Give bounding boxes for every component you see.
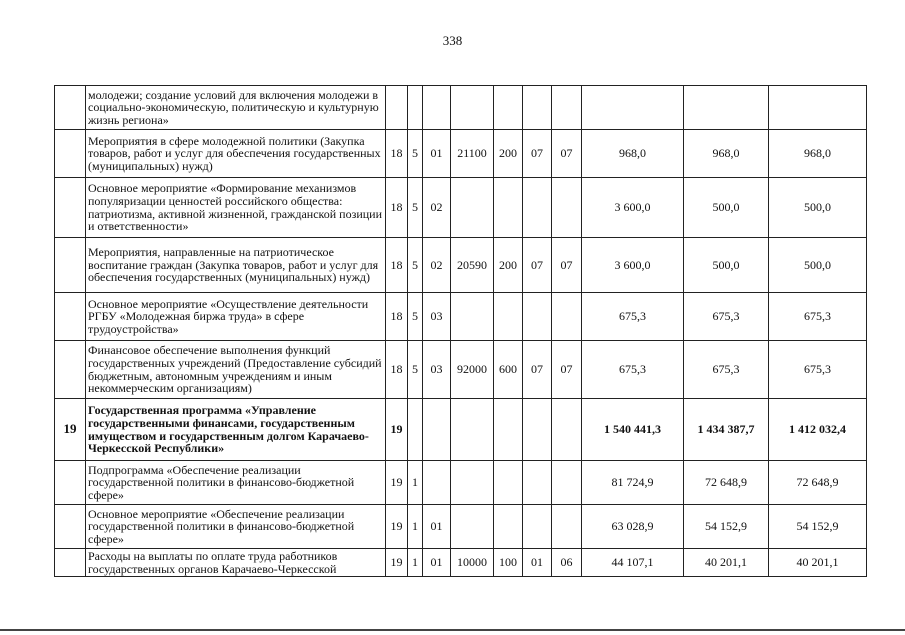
cell-me: 01 — [423, 549, 451, 577]
cell-vr — [494, 86, 523, 130]
cell-dir: 10000 — [451, 549, 494, 577]
table-row — [55, 461, 867, 505]
cell-num: 19 — [55, 399, 86, 461]
cell-rz: 07 — [523, 238, 552, 293]
cell-gp: 18 — [386, 130, 408, 178]
cell-dir — [451, 86, 494, 130]
cell-pr: 07 — [552, 130, 582, 178]
cell-y3: 500,0 — [769, 178, 867, 238]
cell-dir — [451, 399, 494, 461]
cell-num — [55, 86, 86, 130]
cell-y3: 675,3 — [769, 293, 867, 341]
cell-pr: 06 — [552, 549, 582, 577]
cell-rz — [523, 461, 552, 505]
cell-num — [55, 178, 86, 238]
cell-pr: 07 — [552, 341, 582, 399]
table-row — [55, 505, 867, 549]
cell-sp: 5 — [408, 130, 423, 178]
cell-y1: 968,0 — [582, 130, 684, 178]
cell-rz — [523, 399, 552, 461]
cell-y2: 40 201,1 — [684, 549, 769, 577]
table-row — [55, 238, 867, 293]
cell-gp — [386, 86, 408, 130]
cell-y1: 63 028,9 — [582, 505, 684, 549]
page-number: 338 — [442, 33, 463, 48]
cell-y3: 675,3 — [769, 341, 867, 399]
cell-gp: 18 — [386, 341, 408, 399]
cell-dir: 92000 — [451, 341, 494, 399]
cell-vr — [494, 505, 523, 549]
cell-dir — [451, 293, 494, 341]
cell-rz — [523, 505, 552, 549]
cell-y2: 500,0 — [684, 238, 769, 293]
cell-y3: 1 412 032,4 — [769, 399, 867, 461]
cell-name: Основное мероприятие «Формирование механизмов популяризации ценностей российского общества: патриотизма, активной жизненной, гражданской позиции и ответственности» — [86, 178, 386, 238]
cell-vr: 200 — [494, 238, 523, 293]
cell-y2: 1 434 387,7 — [684, 399, 769, 461]
cell-name: молодежи; создание условий для включения молодежи в социально-экономическую, политическую и культурную жизнь региона» — [86, 86, 386, 130]
cell-dir — [451, 505, 494, 549]
cell-y1: 3 600,0 — [582, 238, 684, 293]
cell-name: Мероприятия, направленные на патриотическое воспитание граждан (Закупка товаров, работ и услуг для обеспечения государственных (муниципальных) нужд) — [86, 238, 386, 293]
cell-gp: 18 — [386, 178, 408, 238]
table-row — [55, 549, 867, 577]
cell-name: Расходы на выплаты по оплате труда работников государственных органов Карачаево-Черкесской — [86, 549, 386, 577]
cell-rz — [523, 293, 552, 341]
cell-dir: 21100 — [451, 130, 494, 178]
budget-table — [54, 85, 867, 577]
cell-rz: 07 — [523, 130, 552, 178]
cell-pr: 07 — [552, 238, 582, 293]
cell-sp: 5 — [408, 178, 423, 238]
cell-y2: 968,0 — [684, 130, 769, 178]
cell-pr — [552, 461, 582, 505]
cell-num — [55, 461, 86, 505]
cell-name: Подпрограмма «Обеспечение реализации государственной политики в финансово-бюджетной сфере» — [86, 461, 386, 505]
cell-name: Финансовое обеспечение выполнения функций государственных учреждений (Предоставление субсидий бюджетным, автономным учреждениям и иным некоммерческим организациям) — [86, 341, 386, 399]
cell-y3: 500,0 — [769, 238, 867, 293]
cell-y3: 72 648,9 — [769, 461, 867, 505]
cell-sp: 1 — [408, 549, 423, 577]
cell-me: 01 — [423, 505, 451, 549]
cell-me: 02 — [423, 238, 451, 293]
cell-sp: 5 — [408, 293, 423, 341]
cell-num — [55, 505, 86, 549]
cell-name: Основное мероприятие «Осуществление деятельности РГБУ «Молодежная биржа труда» в сфере трудоустройства» — [86, 293, 386, 341]
cell-num — [55, 341, 86, 399]
cell-y2: 72 648,9 — [684, 461, 769, 505]
cell-y1: 1 540 441,3 — [582, 399, 684, 461]
cell-me: 01 — [423, 130, 451, 178]
cell-gp: 19 — [386, 549, 408, 577]
cell-pr — [552, 505, 582, 549]
cell-y1: 3 600,0 — [582, 178, 684, 238]
cell-me — [423, 86, 451, 130]
cell-vr — [494, 293, 523, 341]
table-row — [55, 178, 867, 238]
table-body — [55, 86, 867, 577]
cell-gp: 19 — [386, 461, 408, 505]
cell-vr: 600 — [494, 341, 523, 399]
cell-y2 — [684, 86, 769, 130]
cell-num — [55, 130, 86, 178]
cell-y2: 675,3 — [684, 293, 769, 341]
cell-y1: 675,3 — [582, 341, 684, 399]
cell-rz — [523, 178, 552, 238]
cell-name: Основное мероприятие «Обеспечение реализации государственной политики в финансово-бюджетной сфере» — [86, 505, 386, 549]
cell-num — [55, 238, 86, 293]
cell-vr — [494, 461, 523, 505]
cell-y1: 44 107,1 — [582, 549, 684, 577]
table-row — [55, 399, 867, 461]
cell-rz — [523, 86, 552, 130]
cell-y1: 81 724,9 — [582, 461, 684, 505]
cell-gp: 18 — [386, 238, 408, 293]
cell-pr — [552, 399, 582, 461]
cell-y2: 54 152,9 — [684, 505, 769, 549]
cell-pr — [552, 178, 582, 238]
cell-y1 — [582, 86, 684, 130]
cell-vr — [494, 399, 523, 461]
cell-me: 03 — [423, 341, 451, 399]
cell-sp: 1 — [408, 505, 423, 549]
table-row — [55, 293, 867, 341]
cell-dir: 20590 — [451, 238, 494, 293]
cell-y3: 968,0 — [769, 130, 867, 178]
cell-me: 03 — [423, 293, 451, 341]
cell-pr — [552, 293, 582, 341]
cell-name: Государственная программа «Управление государственными финансами, государственным имуществом и государственным долгом Карачаево-Черкесской Республики» — [86, 399, 386, 461]
cell-me — [423, 461, 451, 505]
cell-rz: 07 — [523, 341, 552, 399]
cell-dir — [451, 461, 494, 505]
cell-vr: 100 — [494, 549, 523, 577]
table-row — [55, 86, 867, 130]
cell-sp: 5 — [408, 341, 423, 399]
cell-y3: 54 152,9 — [769, 505, 867, 549]
table-row — [55, 341, 867, 399]
cell-me: 02 — [423, 178, 451, 238]
cell-gp: 19 — [386, 505, 408, 549]
cell-y3: 40 201,1 — [769, 549, 867, 577]
cell-vr — [494, 178, 523, 238]
cell-num — [55, 549, 86, 577]
cell-name: Мероприятия в сфере молодежной политики (Закупка товаров, работ и услуг для обеспечения государственных (муниципальных) нужд) — [86, 130, 386, 178]
scan-bottom-edge — [0, 629, 905, 631]
cell-vr: 200 — [494, 130, 523, 178]
cell-me — [423, 399, 451, 461]
cell-sp: 1 — [408, 461, 423, 505]
cell-y2: 500,0 — [684, 178, 769, 238]
cell-pr — [552, 86, 582, 130]
table-row — [55, 130, 867, 178]
cell-num — [55, 293, 86, 341]
cell-rz: 01 — [523, 549, 552, 577]
cell-sp — [408, 86, 423, 130]
cell-y3 — [769, 86, 867, 130]
cell-sp: 5 — [408, 238, 423, 293]
cell-sp — [408, 399, 423, 461]
cell-y2: 675,3 — [684, 341, 769, 399]
cell-y1: 675,3 — [582, 293, 684, 341]
cell-gp: 18 — [386, 293, 408, 341]
cell-dir — [451, 178, 494, 238]
cell-gp: 19 — [386, 399, 408, 461]
